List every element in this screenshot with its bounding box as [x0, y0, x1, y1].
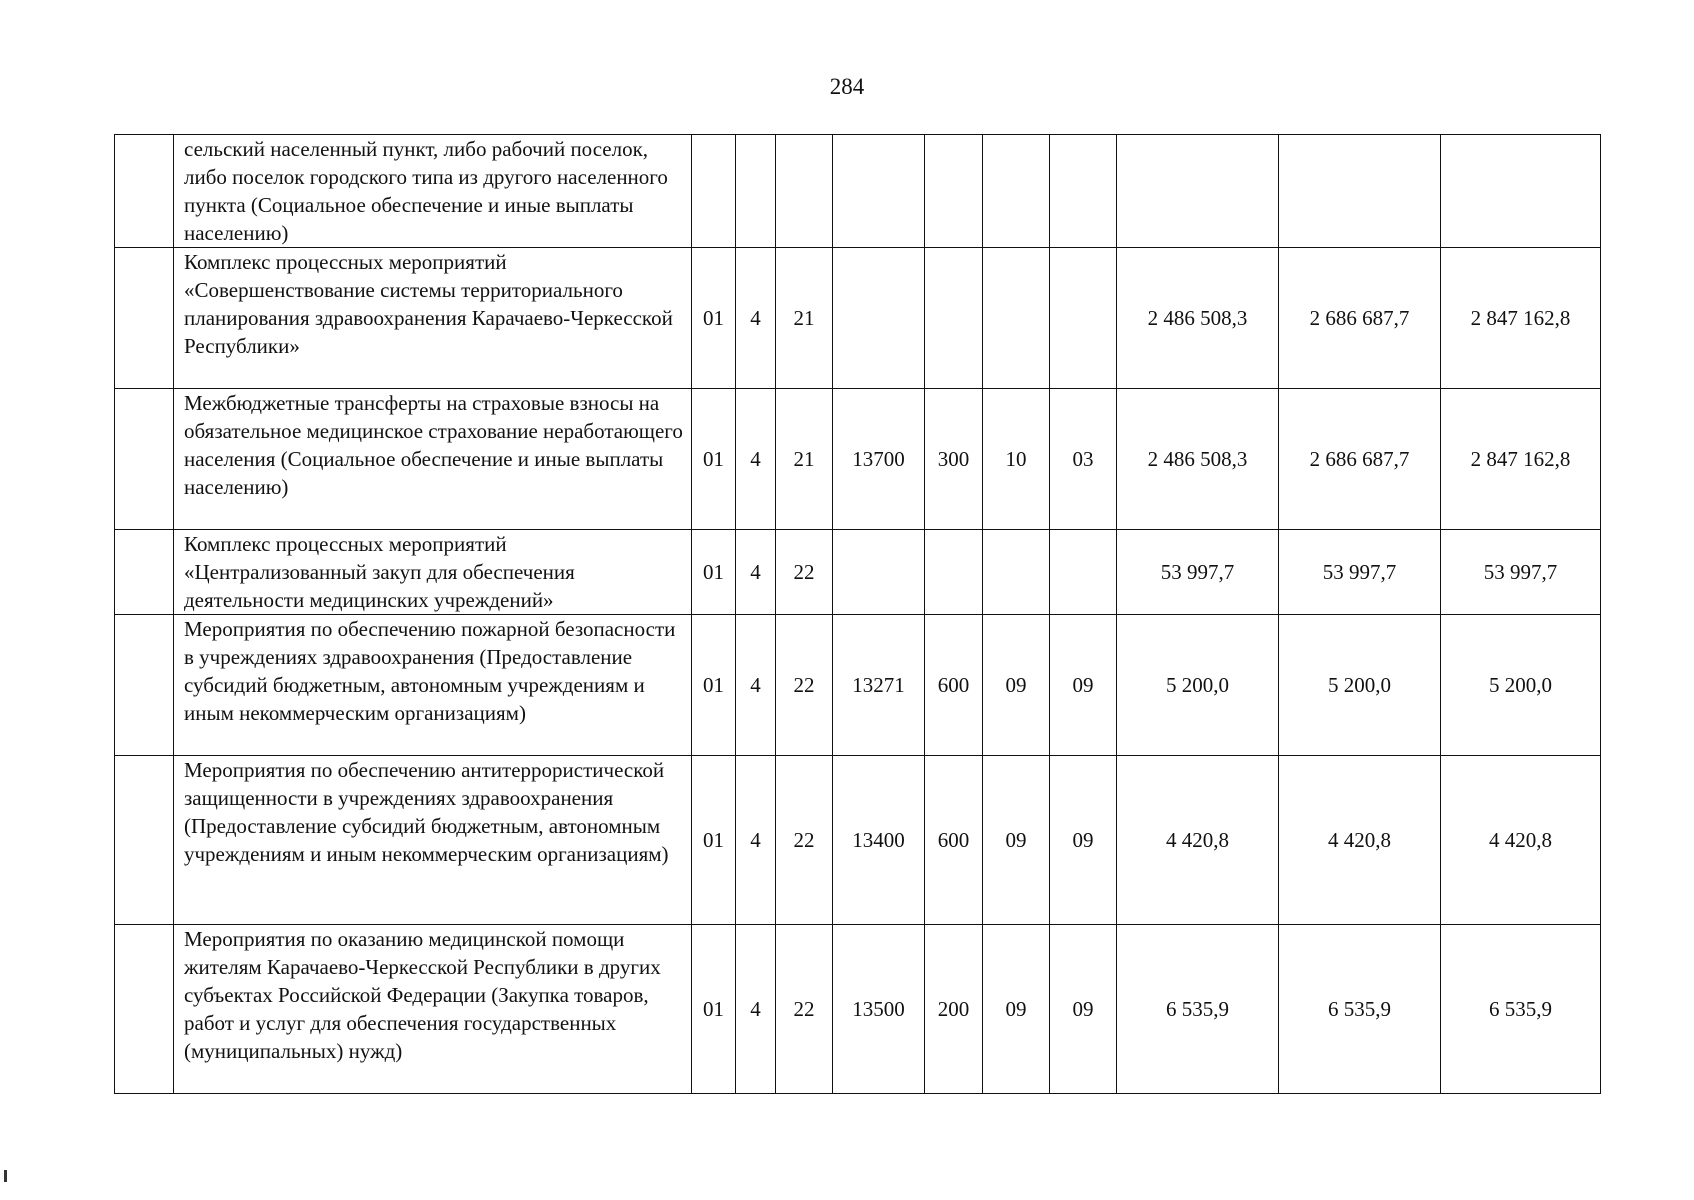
item-name-cell: сельский населенный пункт, либо рабочий поселок, либо поселок городского типа из другого населенного пункта (Социальное обеспечение и иные выплаты населению) — [174, 135, 692, 248]
program-code-cell: 01 — [692, 530, 736, 615]
direction-code-cell: 22 — [776, 615, 833, 756]
subprogram-code-cell: 4 — [736, 530, 776, 615]
amount-year-2-cell: 2 686 687,7 — [1279, 248, 1441, 389]
section-code-cell — [983, 135, 1050, 248]
section-code-cell: 09 — [983, 925, 1050, 1094]
item-name-cell: Мероприятия по обеспечению антитеррористической защищенности в учреждениях здравоохранения (Предоставление субсидий бюджетным, автономным учреждениям и иным некоммерческим организациям) — [174, 756, 692, 925]
table-row — [115, 389, 1601, 530]
expense-code-cell: 13400 — [833, 756, 925, 925]
item-name-cell: Комплекс процессных мероприятий «Совершенствование системы территориального планирования здравоохранения Карачаево-Черкесской Республики» — [174, 248, 692, 389]
row-number-cell — [115, 615, 174, 756]
program-code-cell: 01 — [692, 925, 736, 1094]
amount-year-1-cell: 6 535,9 — [1117, 925, 1279, 1094]
expense-code-cell — [833, 135, 925, 248]
amount-year-3-cell: 53 997,7 — [1441, 530, 1601, 615]
row-number-cell — [115, 756, 174, 925]
section-code-cell: 10 — [983, 389, 1050, 530]
amount-year-1-cell: 53 997,7 — [1117, 530, 1279, 615]
subsection-code-cell — [1050, 530, 1117, 615]
amount-year-1-cell: 5 200,0 — [1117, 615, 1279, 756]
subprogram-code-cell: 4 — [736, 756, 776, 925]
section-code-cell: 09 — [983, 756, 1050, 925]
row-number-cell — [115, 389, 174, 530]
amount-year-3-cell: 5 200,0 — [1441, 615, 1601, 756]
table-row — [115, 925, 1601, 1094]
direction-code-cell: 22 — [776, 530, 833, 615]
table-row — [115, 135, 1601, 248]
item-name-cell: Комплекс процессных мероприятий «Централизованный закуп для обеспечения деятельности медицинских учреждений» — [174, 530, 692, 615]
program-code-cell: 01 — [692, 248, 736, 389]
expense-type-code-cell — [925, 135, 983, 248]
expense-type-code-cell: 300 — [925, 389, 983, 530]
expense-code-cell — [833, 530, 925, 615]
row-number-cell — [115, 925, 174, 1094]
expense-code-cell — [833, 248, 925, 389]
amount-year-3-cell: 6 535,9 — [1441, 925, 1601, 1094]
program-code-cell — [692, 135, 736, 248]
direction-code-cell: 22 — [776, 756, 833, 925]
expense-code-cell: 13500 — [833, 925, 925, 1094]
subsection-code-cell — [1050, 135, 1117, 248]
subsection-code-cell: 09 — [1050, 925, 1117, 1094]
expense-code-cell: 13700 — [833, 389, 925, 530]
amount-year-3-cell: 4 420,8 — [1441, 756, 1601, 925]
amount-year-3-cell: 2 847 162,8 — [1441, 389, 1601, 530]
amount-year-2-cell: 4 420,8 — [1279, 756, 1441, 925]
amount-year-2-cell: 2 686 687,7 — [1279, 389, 1441, 530]
section-code-cell — [983, 248, 1050, 389]
amount-year-1-cell: 2 486 508,3 — [1117, 248, 1279, 389]
program-code-cell: 01 — [692, 389, 736, 530]
subprogram-code-cell: 4 — [736, 925, 776, 1094]
subprogram-code-cell: 4 — [736, 615, 776, 756]
subsection-code-cell: 09 — [1050, 756, 1117, 925]
table-row — [115, 756, 1601, 925]
expense-type-code-cell — [925, 530, 983, 615]
section-code-cell — [983, 530, 1050, 615]
program-code-cell: 01 — [692, 615, 736, 756]
amount-year-1-cell: 4 420,8 — [1117, 756, 1279, 925]
row-number-cell — [115, 135, 174, 248]
subprogram-code-cell: 4 — [736, 389, 776, 530]
amount-year-2-cell: 53 997,7 — [1279, 530, 1441, 615]
direction-code-cell — [776, 135, 833, 248]
expense-type-code-cell: 600 — [925, 756, 983, 925]
direction-code-cell: 21 — [776, 248, 833, 389]
program-code-cell: 01 — [692, 756, 736, 925]
row-number-cell — [115, 248, 174, 389]
direction-code-cell: 22 — [776, 925, 833, 1094]
budget-table — [114, 134, 1601, 1094]
item-name-cell: Мероприятия по обеспечению пожарной безопасности в учреждениях здравоохранения (Предоставление субсидий бюджетным, автономным учреждениям и иным некоммерческим организациям) — [174, 615, 692, 756]
amount-year-1-cell — [1117, 135, 1279, 248]
subprogram-code-cell: 4 — [736, 248, 776, 389]
subsection-code-cell — [1050, 248, 1117, 389]
amount-year-2-cell: 6 535,9 — [1279, 925, 1441, 1094]
direction-code-cell: 21 — [776, 389, 833, 530]
amount-year-3-cell: 2 847 162,8 — [1441, 248, 1601, 389]
expense-type-code-cell: 600 — [925, 615, 983, 756]
amount-year-1-cell: 2 486 508,3 — [1117, 389, 1279, 530]
subsection-code-cell: 09 — [1050, 615, 1117, 756]
expense-type-code-cell: 200 — [925, 925, 983, 1094]
amount-year-2-cell — [1279, 135, 1441, 248]
table-row — [115, 530, 1601, 615]
item-name-cell: Мероприятия по оказанию медицинской помощи жителям Карачаево-Черкесской Республики в других субъектах Российской Федерации (Закупка товаров, работ и услуг для обеспечения государственных (муниципальных) нужд) — [174, 925, 692, 1094]
amount-year-3-cell — [1441, 135, 1601, 248]
amount-year-2-cell: 5 200,0 — [1279, 615, 1441, 756]
item-name-cell: Межбюджетные трансферты на страховые взносы на обязательное медицинское страхование неработающего населения (Социальное обеспечение и иные выплаты населению) — [174, 389, 692, 530]
scan-artifact — [4, 1170, 7, 1182]
page-number: 284 — [829, 74, 865, 99]
table-row — [115, 615, 1601, 756]
expense-code-cell: 13271 — [833, 615, 925, 756]
table-row — [115, 248, 1601, 389]
subsection-code-cell: 03 — [1050, 389, 1117, 530]
section-code-cell: 09 — [983, 615, 1050, 756]
subprogram-code-cell — [736, 135, 776, 248]
expense-type-code-cell — [925, 248, 983, 389]
row-number-cell — [115, 530, 174, 615]
